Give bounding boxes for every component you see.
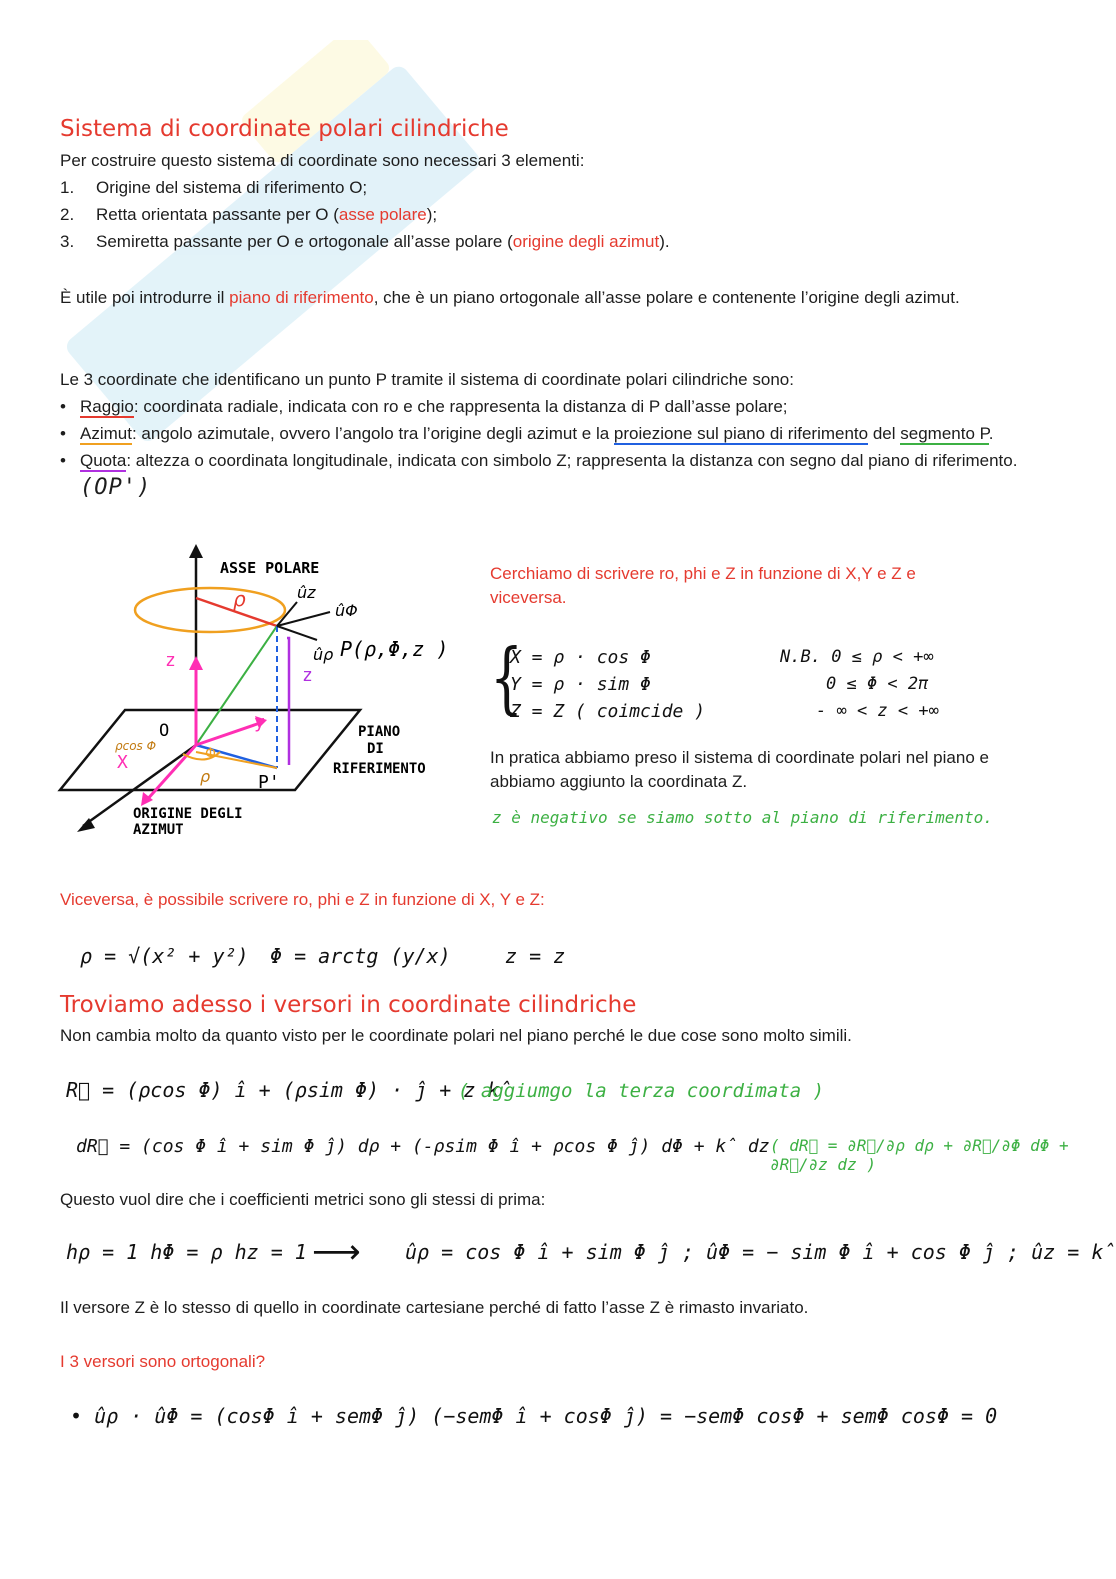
list-item: 3. Semiretta passante per O e ortogonale all’asse polare (origine degli azimut).	[60, 232, 670, 251]
dr-vector-note: ( dR⃗ = ∂R⃗/∂ρ dρ + ∂R⃗/∂Φ dΦ + ∂R⃗/∂z dz )	[770, 1136, 1069, 1174]
list-item: 2. Retta orientata passante per O (asse polare);	[60, 205, 438, 224]
right-heading: Cerchiamo di scrivere ro, phi e Z in funzione di X,Y e Z e viceversa.	[490, 564, 916, 607]
vice-versa-heading: Viceversa, è possibile scrivere ro, phi e Z in funzione di X, Y e Z:	[60, 890, 545, 909]
r-vector-eq: R⃗ = (ρcos Φ) î + (ρsim Φ) · ĵ + z k̂	[66, 1078, 512, 1102]
brace: {	[490, 634, 524, 724]
dr-vector-eq: dR⃗ = (cos Φ î + sim Φ ĵ) dρ + (-ρsim Φ î + ρcos Φ ĵ) dΦ + k̂ dz	[76, 1136, 770, 1157]
metric-coefficients: hρ = 1 hΦ = ρ hz = 1	[66, 1240, 307, 1264]
versors-eq: ûρ = cos Φ î + sim Φ ĵ ; ûΦ = − sim Φ î + cos Φ ĵ ; ûz = k̂	[405, 1240, 1116, 1264]
origin-azimut-label-2: AZIMUT	[133, 822, 184, 838]
list-item: 1. Origine del sistema di riferimento O;	[60, 178, 368, 197]
phi-formula: Φ = arctg (y/x)	[270, 944, 451, 968]
plane-label-2: DI	[367, 741, 384, 757]
versors-intro: Non cambia molto da quanto visto per le coordinate polari nel piano perché le due cose sono molto simili.	[60, 1026, 852, 1045]
orthogonal-question: I 3 versori sono ortogonali?	[60, 1352, 266, 1371]
r-vector-note: ( aggiumgo la terza coordimata )	[458, 1080, 825, 1102]
right-paragraph: In pratica abbiamo preso il sistema di coordinate polari nel piano e abbiamo aggiunto la coordinata Z.	[490, 748, 989, 791]
z-axis-label: z	[165, 650, 176, 671]
p-prime-label: P'	[258, 772, 280, 793]
uz-label: ûz	[297, 583, 316, 602]
rho-plane-label: ρ	[200, 767, 211, 786]
reference-plane-paragraph: È utile poi introdurre il piano di riferimento, che è un piano ortogonale all’asse polare e contenente l’origine degli azimut.	[60, 288, 960, 307]
z-versor-paragraph: Il versore Z è lo stesso di quello in coordinate cartesiane perché di fatto l’asse Z è rimasto invariato.	[60, 1298, 809, 1317]
coordinates-paragraph: Le 3 coordinate che identificano un punto P tramite il sistema di coordinate polari cilindriche sono: • Raggio: coordinata radiale, indicata con ro e che rappresenta la distanza di P dall’asse polare; • Azimut: angolo azimutale, ovvero l’angolo tra l’origine degli azimut e la proiezione sul piano di riferimento del segmento P. • Quota: altezza o coordinata longitudinale, indicata con simbolo Z; rappresenta la distanza con segno dal piano di riferimento. (OP')	[60, 366, 1050, 502]
urho-label: ûρ	[313, 645, 334, 664]
arrow-icon: ⟶	[312, 1233, 361, 1271]
negative-z-note: z è negativo se siamo sotto al piano di riferimento.	[492, 808, 993, 827]
y-vector	[196, 722, 263, 745]
z-formula: z = z	[505, 944, 566, 968]
orange-circle	[135, 588, 285, 632]
intro-line: Per costruire questo sistema di coordinate sono necessari 3 elementi:	[60, 151, 585, 170]
plane-label-1: PIANO	[358, 724, 401, 740]
list-item: • Raggio: coordinata radiale, indicata con ro e che rappresenta la distanza di P dall’asse polare;	[60, 397, 788, 416]
versors-title: Troviamo adesso i versori in coordinate cilindriche	[60, 992, 637, 1018]
system-equations: X = ρ · cos Φ Y = ρ · sim Φ Z = Z ( coimcide )	[510, 647, 706, 722]
intro-text	[60, 147, 1060, 255]
rho-formula: ρ = √(x² + y²)	[80, 944, 249, 968]
z-arrow-icon	[189, 656, 203, 670]
z-height-label: z	[302, 665, 313, 686]
urho-vector	[277, 626, 317, 640]
nb-block: N.B. 0 ≤ ρ < +∞ 0 ≤ Φ < 2π - ∞ < z < +∞	[780, 647, 939, 721]
coordinates-list	[60, 393, 1050, 502]
rho-cos-label: ρcos Φ	[115, 739, 157, 753]
z-bracket	[287, 638, 289, 765]
dot-product-eq: • ûρ · ûΦ = (cosΦ î + semΦ ĵ) (−semΦ î + cosΦ ĵ) = −semΦ cosΦ + semΦ cosΦ = 0	[70, 1404, 998, 1428]
point-label: P(ρ,Φ,z )	[340, 637, 449, 661]
list-item: • Azimut: angolo azimutale, ovvero l’angolo tra l’origine degli azimut e la proiezione sul piano di riferimento del segmento P.	[60, 424, 994, 443]
phi-label: Φ	[205, 746, 217, 762]
metric-paragraph: Questo vuol dire che i coefficienti metrici sono gli stessi di prima:	[60, 1190, 546, 1209]
list-item: • Quota: altezza o coordinata longitudinale, indicata con simbolo Z; rappresenta la distanza con segno dal piano di riferimento. (OP')	[60, 451, 1018, 500]
op-segment	[196, 626, 277, 745]
origin-point-label: O	[159, 721, 170, 741]
elements-list	[60, 174, 1060, 255]
uphi-label: ûΦ	[335, 601, 358, 620]
rho-label: ρ	[233, 587, 246, 611]
x-label: X	[117, 752, 128, 773]
origin-azimut-label-1: ORIGINE DEGLI	[133, 806, 243, 822]
x-vector	[145, 745, 196, 802]
y-label: y	[254, 712, 265, 733]
plane-label-3: RIFERIMENTO	[333, 761, 426, 777]
section-title: Sistema di coordinate polari cilindriche	[60, 116, 509, 142]
axis-label: ASSE POLARE	[220, 559, 320, 577]
cylindrical-diagram	[55, 540, 475, 840]
axis-arrow-icon	[189, 544, 203, 558]
